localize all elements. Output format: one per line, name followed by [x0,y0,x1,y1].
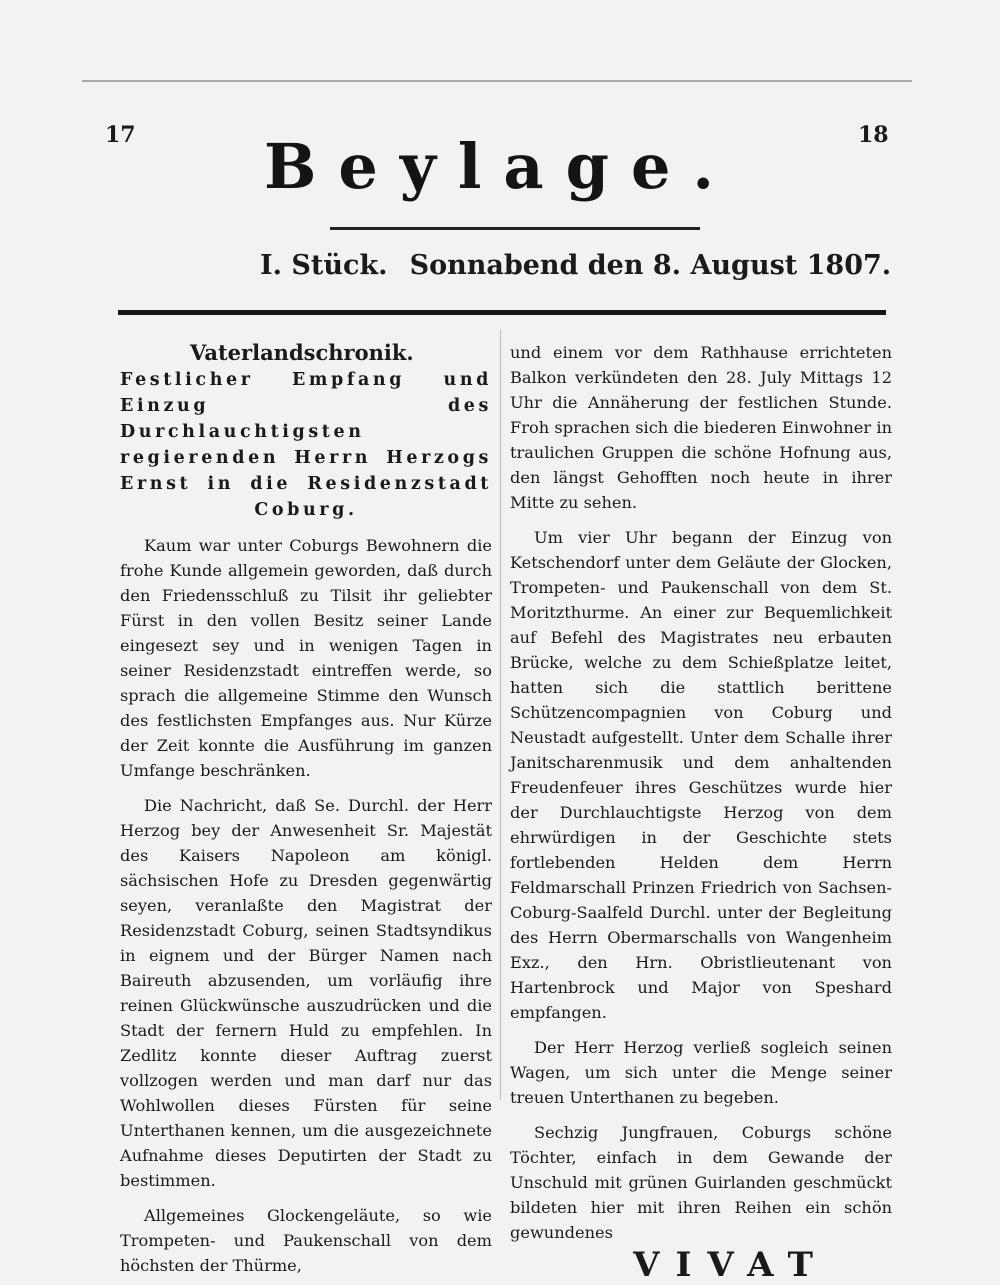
vivat-word: VIVAT [633,1245,829,1285]
masthead-title: Beylage. [264,130,736,203]
issue-date: Sonnabend den 8. August 1807. [409,250,892,281]
left-column [120,332,492,1278]
paragraph: Kaum war unter Coburgs Bewohnern die frohe Kunde allgemein geworden, daß durch den Friedensschluß zu Tilsit ihr geliebter Fürst in den vollen Besitz seiner Lande eingesezt sey und in wenigen Tagen in seiner Residenzstadt eintreffen werde, so sprach die allgemeine Stimme den Wunsch des festlichsten Empfanges aus. Nur Kürze der Zeit konnte die Ausführung im ganzen Umfange beschränken. [120,536,492,780]
header-divider [118,310,886,315]
paragraph: und einem vor dem Rathhause errichteten Balkon verkündeten den 28. July Mittags 12 Uhr die Annäherung der festlichen Stunde. Froh sprachen sich die biederen Einwohner in traulichen Gruppen die schöne Hofnung aus, den längst Gehofften noch heute in ihrer Mitte zu sehen. [510,343,892,512]
issue-number: I. Stück. [260,250,388,281]
section-title: Vaterlandschronik. [190,340,414,365]
page-number-left: 17 [105,122,136,148]
issue-line [260,250,913,281]
right-column [510,332,892,1285]
paragraph: Sechzig Jungfrauen, Coburgs schöne Töchter, einfach in dem Gewande der Unschuld mit grünen Guirlanden geschmückt bildeten hier mit ihren Reihen ein schön gewundenes [510,1123,892,1242]
article-headline: Festlicher Empfang und Einzug des Durchlauchtigsten regierenden Herrn Herzogs Ernst in die Residenzstadt Coburg. [120,370,492,520]
column-separator [500,330,501,1100]
masthead-rule [330,227,700,230]
paragraph: Um vier Uhr begann der Einzug von Ketschendorf unter dem Geläute der Glocken, Trompeten- und Paukenschall von dem St. Moritzthurme. An einer zur Bequemlichkeit auf Befehl des Magistrates neu erbauten Brücke, welche zu dem Schießplatze leitet, hatten sich die stattlich berittene Schützencompagnien von Coburg und Neustadt aufgestellt. Unter dem Schalle ihrer Janitscharenmusik und dem anhaltenden Freudenfeuer ihres Geschützes wurde hier der Durchlauchtigste Herzog von dem ehrwürdigen in der Geschichte stets fortlebenden Helden dem Herrn Feldmarschall Prinzen Friedrich von Sachsen-Coburg-Saalfeld Durchl. unter der Begleitung des Herrn Obermarschalls von Wangenheim Exz., den Hrn. Obristlieutenant von Hartenbrock und Major von Speshard empfangen. [510,528,892,1022]
paragraph: Der Herr Herzog verließ sogleich seinen Wagen, um sich unter die Menge seiner treuen Unterthanen zu begeben. [510,1038,892,1107]
page-number-right: 18 [858,122,889,148]
top-edge-rule [82,80,912,82]
paragraph: Die Nachricht, daß Se. Durchl. der Herr Herzog bey der Anwesenheit Sr. Majestät des Kaisers Napoleon am königl. sächsischen Hofe zu Dresden gegenwärtig seyen, veranlaßte den Magistrat der Residenzstadt Coburg, seinen Stadtsyndikus in eignem und der Bürger Namen nach Baireuth abzusenden, um vorläufig ihre reinen Glückwünsche auszudrücken und die Stadt der fernern Huld zu empfehlen. In Zedlitz konnte dieser Auftrag zuerst vollzogen werden und man darf nur das Wohlwollen dieses Fürsten für seine Unterthanen kennen, um die ausgezeichnete Aufnahme dieses Deputirten der Stadt zu bestimmen. [120,796,492,1190]
paragraph: Allgemeines Glockengeläute, so wie Trompeten- und Paukenschall von dem höchsten der Thürme, [120,1206,492,1275]
